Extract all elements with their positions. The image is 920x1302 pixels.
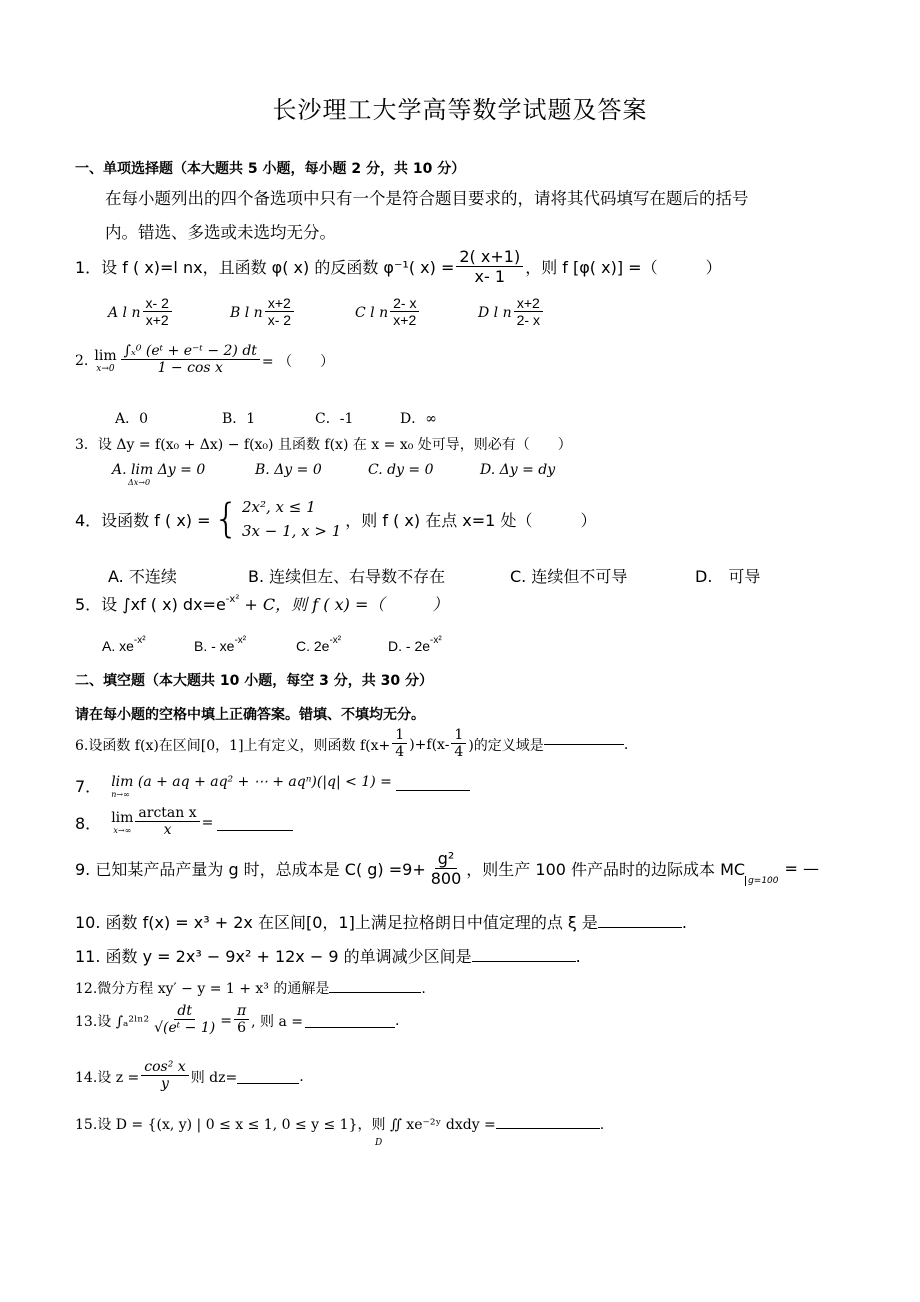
question-8 [75,806,293,839]
q1-option-c [355,296,421,329]
q2-frac-den: 1 − cos x [157,360,223,377]
q8-num: 8． [75,814,102,834]
q5-option-a [102,635,146,654]
q2-lim-sub: x→0 [96,363,115,374]
q3-opt-a-sub: Δx→0 [128,478,151,487]
question-14: 14.设 z = $\frac{\text{cos² x}}{y}$ 则 dz= . [75,1059,304,1093]
question-9 [75,850,819,888]
q1-frac-num: 2( x+1) [456,248,523,267]
q1-opt-c-label: C l n [355,304,389,321]
q6-frac2-den: 4 [454,744,464,761]
q4-tail: ，则 f ( x) 在点 x=1 处（ ） [345,510,597,530]
q1-option-b [230,296,296,329]
q11-text: 11. 函数 y = 2x³ − 9x² + 12x − 9 的单调减少区间是 [75,947,472,966]
q14-frac-den: y [161,1076,169,1093]
q13-frac-num: dt [174,1004,195,1020]
question-1 [75,248,722,286]
q5-tail: + C，则 f ( x) =（ ） [239,595,449,614]
q1-option-d [478,296,545,329]
q13-fraction-2 [234,1004,249,1037]
q4-option-a: A. 不连续 [108,567,177,586]
q5-opt-c-base: C. 2e [296,638,330,654]
q2-frac-num: ∫ₓ⁰ (eᵗ + e⁻ᵗ − 2) dt [121,344,260,360]
q6-frac-2 [451,728,466,761]
q9-frac-den: 800 [430,868,462,888]
section1-intro-line2: 内。错选、多选或未选均无分。 [105,223,336,242]
q5-opt-a-exp: -x² [133,635,146,646]
q1-opt-d-frac [514,296,543,329]
q4-option-d: D. 可导 [695,567,761,586]
q14-answer-blank[interactable] [237,1069,299,1084]
question-4 [75,495,596,543]
q6-post: )的定义域是 [468,737,544,754]
question-12: 12.微分方程 xy′ − y = 1 + x³ 的通解是 . [75,978,426,998]
q7-answer-blank[interactable] [396,774,470,791]
q13-mid: = [220,1012,232,1029]
question-6: 6.设函数 f(x)在区间[0，1]上有定义，则函数 f(x+ $\frac{1}{4}$ )+f(x- $\frac{1}{4}$ )的定义域是 . [75,727,629,761]
q14-frac-num: cos² x [141,1060,188,1076]
q1-opt-c-den: x+2 [393,312,417,329]
q5-opt-b-base: B. - xe [194,638,235,654]
q1-opt-c-frac [390,296,419,329]
q8-tail: = [201,814,214,831]
q2-option-b: B．1 [222,411,256,427]
q4-case1: 2x², x ≤ 1 [241,498,316,516]
question-11: 11. 函数 y = 2x³ − 9x² + 12x − 9 的单调减少区间是 . [75,947,581,966]
q6-mid: )+f(x- [409,736,450,753]
q1-stem: 1．设 f ( x)=l nx，且函数 φ( x) 的反函数 φ⁻¹( x) = [75,258,455,278]
q13-fraction [151,1004,218,1037]
q1-frac-den: x- 1 [474,266,506,286]
q3-option-b: B. Δy = 0 [255,462,322,478]
page-title: 长沙理工大学高等数学试题及答案 [272,96,648,124]
q1-tail: ，则 f [φ( x)] =（ ） [525,258,722,278]
q10-text: 10. 函数 f(x) = x³ + 2x 在区间[0，1]上满足拉格朗日中值定理的点 ξ 是 [75,913,598,932]
q1-opt-a-frac [143,296,172,329]
q11-answer-blank[interactable] [472,947,576,962]
q6-pre: 6.设函数 f(x)在区间[0，1]上有定义，则函数 f(x+ [75,737,391,754]
question-13: 13.设 ∫ₐ²ˡⁿ² $\frac{dt}{\text{√(eᵗ − 1)}}$ = $\frac{\pi}{6}$ , 则 a = . [75,1003,400,1037]
q9-post: ，则生产 100 件产品时的边际成本 MC [466,860,746,880]
q14-post: 则 dz= [190,1069,238,1086]
q13-frac2-den: 6 [237,1020,247,1037]
q13-post: , 则 a = [251,1013,304,1030]
question-2 [75,344,334,377]
section2-heading: 二、填空题（本大题共 10 小题，每空 3 分，共 30 分） [75,673,433,689]
section1-heading: 一、单项选择题（本大题共 5 小题，每小题 2 分，共 10 分） [75,161,466,177]
q5-opt-a-base: A. xe [102,638,134,654]
q5-exp: -x² [225,594,240,605]
q9-fraction [428,850,465,888]
q6-frac1-den: 4 [395,744,405,761]
q1-opt-d-num: x+2 [514,296,543,312]
q2-option-c: C．-1 [315,411,354,427]
q4-brace: { [213,496,239,542]
q5-option-c [296,635,341,654]
q9-frac-num: g² [435,850,458,869]
q1-option-a [108,296,174,329]
q2-tail: = （ ） [261,353,335,370]
q5-opt-c-exp: -x² [329,635,342,646]
q13-frac2-num: π [234,1004,249,1020]
q6-frac1-num: 1 [392,728,407,744]
q4-cases [242,495,341,543]
q7-expr-wrap [111,774,392,799]
q13-pre: 13.设 ∫ₐ²ˡⁿ² [75,1013,150,1030]
q8-fraction [135,806,199,839]
q7-num: 7． [75,777,102,796]
question-15: 15.设 D = {(x, y) | 0 ≤ x ≤ 1, 0 ≤ y ≤ 1}，则 ∬ xe⁻²ʸ dxdy = . [75,1114,604,1134]
q15-answer-blank[interactable] [496,1114,600,1129]
q4-option-c: C. 连续但不可导 [510,567,628,586]
q12-answer-blank[interactable] [329,978,421,993]
q1-opt-d-den: 2- x [516,312,540,329]
q8-frac-den: x [163,822,172,839]
q8-lim-sub: x→∞ [113,826,132,836]
q3-option-a [112,462,205,487]
q5-opt-d-base: D. - 2e [388,638,431,654]
q14-fraction [141,1060,188,1093]
q1-opt-a-label: A l n [108,304,141,321]
question-10: 10. 函数 f(x) = x³ + 2x 在区间[0，1]上满足拉格朗日中值定理的点 ξ 是 . [75,913,688,932]
q2-option-a: A．0 [115,411,149,427]
section2-instruction: 请在每小题的空格中填上正确答案。错填、不填均无分。 [75,707,425,723]
q1-opt-b-den: x- 2 [267,312,292,329]
q13-answer-blank[interactable] [305,1013,395,1028]
q3-option-d: D. Δy = dy [480,462,556,478]
q3-opt-a-text: A. lim Δy = 0 [112,462,206,478]
q6-frac-1 [392,728,407,761]
q1-opt-a-den: x+2 [145,312,169,329]
q15-region-sub: D [375,1138,383,1148]
q15-text: 15.设 D = {(x, y) | 0 ≤ x ≤ 1, 0 ≤ y ≤ 1}，则 ∬ xe⁻²ʸ dxdy = [75,1117,496,1133]
section1-intro-line1: 在每小题列出的四个备选项中只有一个是符合题目要求的，请将其代码填写在题后的括号 [105,189,749,208]
q6-answer-blank[interactable] [544,744,624,745]
q2-option-d: D．∞ [400,411,437,427]
q7-expr: lim (a + aq + aq² + ⋯ + aqⁿ)(|q| < 1) = [111,774,392,790]
q5-option-d [388,635,442,654]
question-5 [75,592,448,615]
q12-text: 12.微分方程 xy′ − y = 1 + x³ 的通解是 [75,981,330,997]
q8-frac-num: arctan x [135,806,199,822]
q8-lim: lim [111,810,134,827]
q5-opt-d-exp: -x² [430,635,442,646]
q14-pre: 14.设 z = [75,1069,140,1086]
question-3: 3．设 Δy = f(x₀ + Δx) − f(x₀) 且函数 f(x) 在 x = x₀ 处可导，则必有（ ） [75,437,572,453]
q7-lim-sub: n→∞ [111,790,130,799]
q13-frac-den: √(eᵗ − 1) [154,1020,216,1037]
q6-frac2-num: 1 [451,728,466,744]
q1-opt-b-frac [265,296,294,329]
q1-opt-a-num: x- 2 [143,296,172,312]
q2-fraction [121,344,260,377]
q2-lim: lim [94,347,117,364]
q9-tail: = — [784,859,820,879]
q10-answer-blank[interactable] [598,913,682,928]
q3-option-c: C. dy = 0 [368,462,434,478]
q1-opt-b-num: x+2 [265,296,294,312]
q1-opt-b-label: B l n [230,304,263,321]
question-7 [75,774,470,799]
q2-prefix: 2. [75,352,89,369]
q4-stem: 4．设函数 f ( x) = [75,510,211,530]
q8-answer-blank[interactable] [217,814,293,831]
q4-case2: 3x − 1, x > 1 [241,522,342,540]
q4-option-b: B. 连续但左、右导数不存在 [248,567,446,586]
q8-limit [111,810,133,835]
q9-pre: 9. 已知某产品产量为 g 时，总成本是 C( g) =9+ [75,860,426,880]
q5-option-b [194,635,246,654]
q9-sub: g=100 [745,876,778,886]
q1-opt-d-label: D l n [478,304,512,321]
q1-fraction [456,248,523,286]
q2-limit [94,348,116,374]
q5-opt-b-exp: -x² [234,635,247,646]
q1-opt-c-num: 2- x [390,296,419,312]
q5-stem: 5．设 ∫xf ( x) dx=e [75,595,226,614]
